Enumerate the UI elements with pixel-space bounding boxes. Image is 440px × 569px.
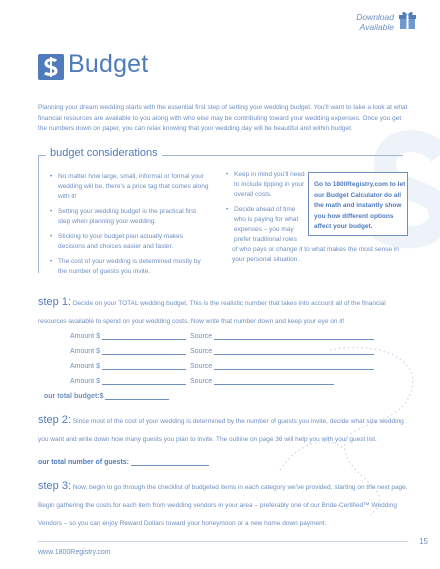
step-2-label: step 2: <box>38 414 72 426</box>
download-available-link[interactable] <box>356 12 394 32</box>
amount-row: Amount $ <box>70 345 186 357</box>
callout-text: Go to 1800Registry.com to let our Budget Calculator do all the math and instantly show you how different options affect your budget. <box>314 181 406 230</box>
considerations-mid-list <box>226 170 308 250</box>
source-field[interactable] <box>214 375 334 385</box>
amount-field[interactable] <box>102 360 186 370</box>
considerations-heading: budget considerations <box>46 147 162 159</box>
step-2-text: Since most of the cost of your wedding is determined by the number of guests you invite, decide what size wedding you want and write down how many guests you plan to invite. The outline on page 36 will help you with your guest list. <box>38 418 404 443</box>
list-item: • Sticking to your budget plan actually makes decisions and choices easier and faster. <box>50 233 184 250</box>
download-label: Download <box>356 12 394 22</box>
guests-field[interactable] <box>131 456 209 466</box>
roles-continuation-text: of who pays or change it to what makes the most sense in your personal situation. <box>232 246 399 263</box>
source-row: Source <box>190 360 374 372</box>
amount-field[interactable] <box>102 330 186 340</box>
page-number: 15 <box>419 537 428 546</box>
source-row: Source <box>190 375 334 387</box>
step-1-label: step 1: <box>38 296 72 308</box>
list-item: • No matter how large, small, informal or formal your wedding will be, there's a price tag that comes along with it! <box>50 173 209 200</box>
total-budget-label: our total budget:$ <box>44 393 104 400</box>
source-field[interactable] <box>214 330 374 340</box>
amount-field[interactable] <box>102 375 186 385</box>
guests-row <box>38 456 209 466</box>
list-item: • Setting your wedding budget is the practical first step when planning your wedding. <box>50 208 197 225</box>
source-field[interactable] <box>214 345 374 355</box>
total-budget-row <box>44 390 169 402</box>
source-row: Source <box>190 345 374 357</box>
step-3-block <box>38 476 410 530</box>
page-title: Budget <box>68 50 149 78</box>
footer-divider <box>38 541 408 542</box>
source-field[interactable] <box>214 360 374 370</box>
amount-row: Amount $ <box>70 330 186 342</box>
list-item: • Decide ahead of time who is paying for what expenses – you may prefer traditional roles <box>226 206 299 243</box>
step-3-label: step 3: <box>38 480 72 492</box>
intro-paragraph: Planning your dream wedding starts with the essential first step of setting your wedding budget. You'll want to take a look at what financial resources are available to you along with who else may be contributing toward your wedding expenses. Once you get the numbers down on paper, you can relax knowing that your wedding day will be beautiful and within budget. <box>38 104 408 132</box>
guests-label: our total number of guests: <box>38 459 129 466</box>
step-2-block <box>38 410 410 446</box>
amount-field[interactable] <box>102 345 186 355</box>
step-3-text: Now, begin to go through the checklist of budgeted items in each category we've provided, starting on the next page. Begin gathering the costs for each item from wedding vendors in your area – preferably one of our Bride-Certified™ Wedding Vendors – so you can enjoy Reward Dollars toward your honeymoon or a new home down payment. <box>38 484 408 527</box>
list-item: • Keep in mind you'll need to include tipping in your overall costs. <box>226 171 305 198</box>
step-1-text: Decide on your TOTAL wedding budget. This is the realistic number that takes into account all of the financial resources available to spend on your wedding costs. Now write that number down and keep your eye on it! <box>38 300 386 325</box>
site-link[interactable]: www.1800Registry.com <box>38 549 111 556</box>
step-1-block <box>38 292 410 328</box>
source-row: Source <box>190 330 374 342</box>
dollar-logo-icon <box>38 54 64 80</box>
available-label: Available <box>359 22 394 32</box>
amount-row: Amount $ <box>70 360 186 372</box>
gift-icon <box>399 10 416 30</box>
total-budget-field[interactable] <box>105 390 169 400</box>
considerations-left-list <box>50 172 210 282</box>
amount-row: Amount $ <box>70 375 186 387</box>
list-item: • The cost of your wedding is determined mostly by the number of guests you invite. <box>50 258 201 275</box>
